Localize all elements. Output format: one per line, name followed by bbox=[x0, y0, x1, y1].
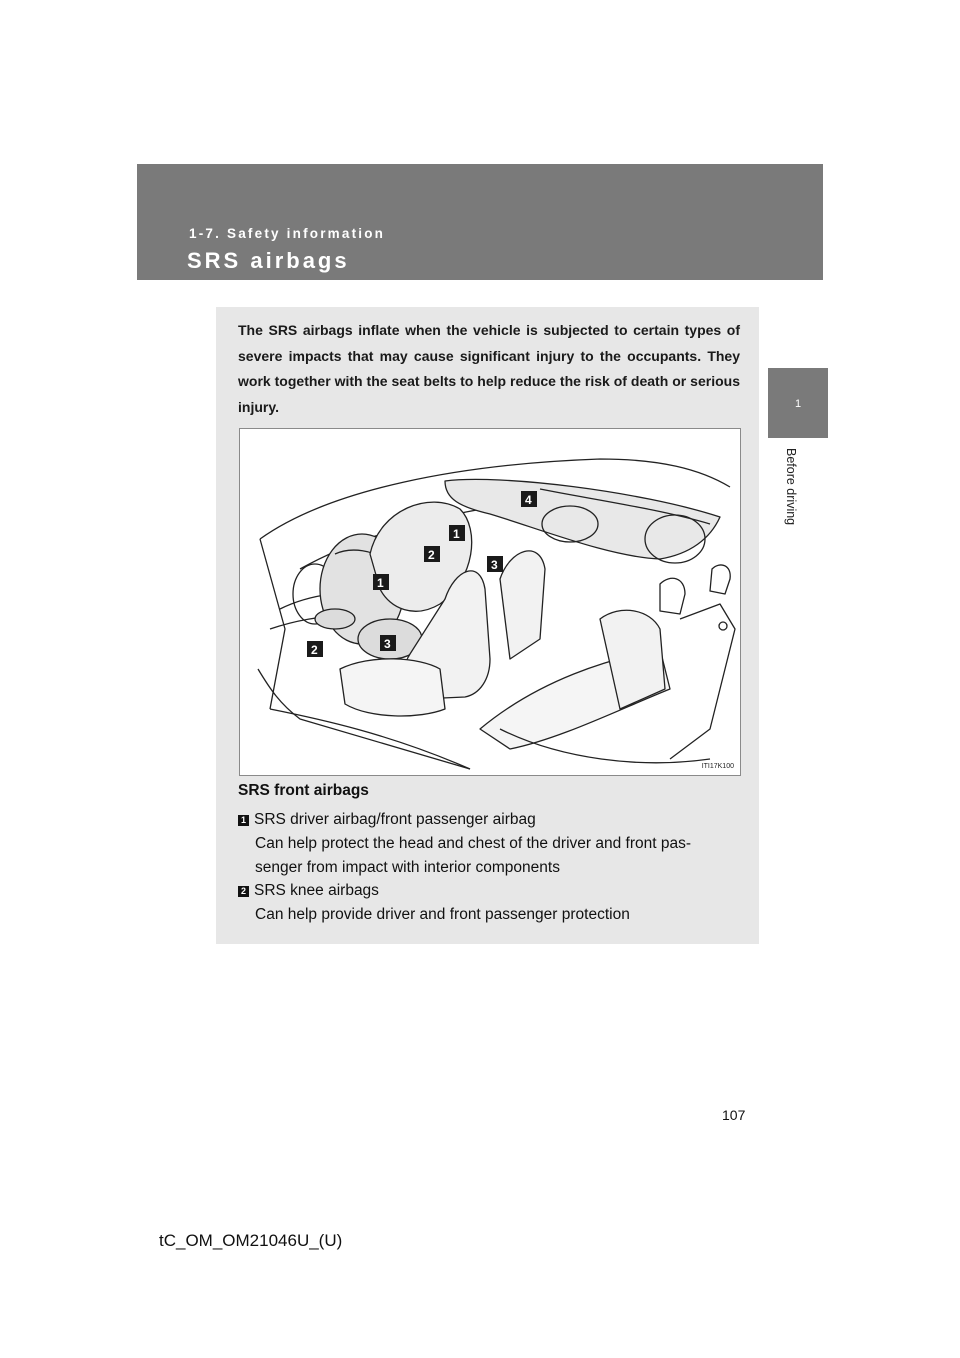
svg-text:3: 3 bbox=[384, 637, 391, 651]
chapter-label: Before driving bbox=[784, 448, 798, 526]
item-title: SRS knee airbags bbox=[254, 882, 379, 899]
svg-text:1: 1 bbox=[377, 576, 384, 590]
svg-text:2: 2 bbox=[428, 548, 435, 562]
item-description-line: senger from impact with interior components bbox=[255, 859, 560, 876]
item-description-line: Can help protect the head and chest of the driver and front pas- bbox=[255, 835, 691, 852]
figure-id: ITI17K100 bbox=[701, 763, 734, 770]
section-heading: SRS front airbags bbox=[238, 782, 369, 799]
callout-3-lower bbox=[380, 635, 396, 651]
section-label: 1-7. Safety information bbox=[189, 226, 386, 241]
callout-4 bbox=[521, 491, 537, 507]
header-band bbox=[137, 164, 823, 280]
callout-1-lower bbox=[373, 574, 389, 590]
item-badge: 2 bbox=[238, 886, 249, 897]
item-title: SRS driver airbag/front passenger airbag bbox=[254, 811, 536, 828]
content-box bbox=[216, 307, 759, 944]
page-number: 107 bbox=[722, 1107, 746, 1123]
item-badge: 1 bbox=[238, 815, 249, 826]
chapter-number: 1 bbox=[794, 398, 802, 410]
item-description-line: Can help provide driver and front passenger protection bbox=[255, 906, 630, 923]
chapter-tab[interactable] bbox=[768, 368, 828, 438]
callout-3-upper bbox=[487, 556, 503, 572]
callout-2-upper bbox=[424, 546, 440, 562]
svg-text:4: 4 bbox=[525, 493, 532, 507]
list-item bbox=[238, 808, 691, 880]
callout-1-upper bbox=[449, 525, 465, 541]
callout-2-lower bbox=[307, 641, 323, 657]
page-title: SRS airbags bbox=[187, 248, 350, 273]
footer-code: tC_OM_OM21046U_(U) bbox=[159, 1231, 343, 1250]
airbag-illustration bbox=[239, 428, 741, 776]
car-interior-drawing bbox=[240, 429, 740, 775]
svg-text:1: 1 bbox=[453, 527, 460, 541]
svg-text:2: 2 bbox=[311, 643, 318, 657]
svg-text:3: 3 bbox=[491, 558, 498, 572]
intro-paragraph: The SRS airbags inflate when the vehicle is subjected to certain types of severe impacts that may cause significant injury to the occupants. They work together with the seat belts to help reduce the risk of death or serious injury. bbox=[238, 322, 740, 415]
list-item bbox=[238, 879, 630, 927]
